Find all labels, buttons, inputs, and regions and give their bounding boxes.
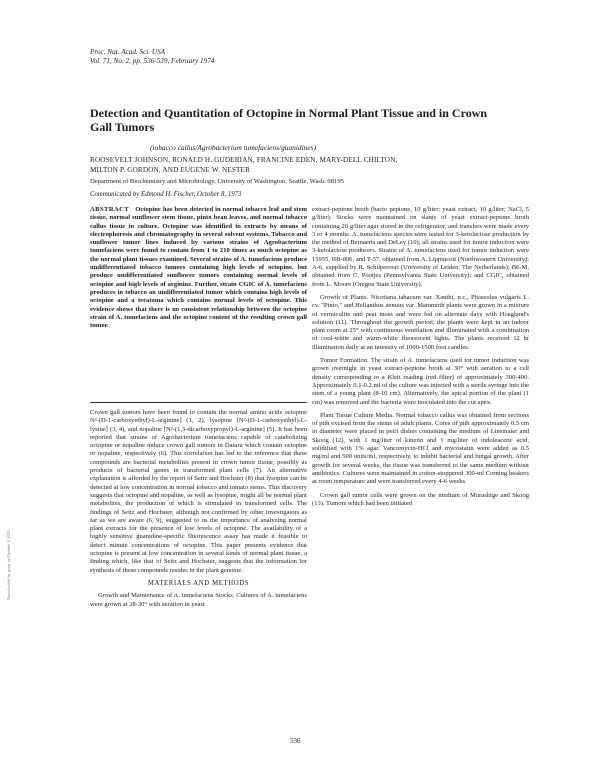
paper-title: Detection and Quantitation of Octopine in Normal Plant Tissue and in Crown Gall Tumors [90, 106, 488, 134]
abstract-label: ABSTRACT [90, 206, 130, 213]
page-number: 536 [290, 737, 301, 745]
left-column [90, 409, 307, 614]
right-column [312, 206, 529, 513]
plant-growth-paragraph: Growth of Plants. Nicotiana tabacum var. Xanthi, n.c., Phaseolus vulgaris L. cv. "Pinto," and Helianthus annuus var. Mammoth plants were grown in a mixture of vermiculite and peat moss and were fed on alternate days with Hoagland's solution (11). Throughout the growth period, the plants were kept in an indoor plant room at 25° with continuous ventilation and illuminated with a combination of cool-white and warm-white fluorescent lights. The plants received 12 hr illumination daily at an intensity of 1000-1500 foot candles. [312, 293, 529, 351]
intro-paragraph: Crown gall tumors have been found to contain the normal amino acids octopine N²-(D-1-carboxyethyl)-L-arginine] (1, 2), lysopine [N²-(D-1-carboxyethyl)-L-lysine] (3, 4), and nopaline [N²-(1,3-dicarboxypropyl)-L-arginine] (5). It has been reported that strains of Agrobacterium tumefaciens capable of catabolizing octopine or nopaline induce crown gall tumors in Datura which contain octopine or nopaline, respectively (6). This correlation has led to the inference that these compounds are bacterial metabolites present in crown tumor tissue, possibly as products of bacterial genes in transformed plant cells (7). An alternative explanation is afforded by the report of Seitz and Hochster (8) that lysopine can be detected at low concentration in normal tobacco and tomato stems. This discovery suggests that octopine and nopaline, as well as lysopine, might all be normal plant metabolites, the production of which is stimulated in transformed cells. The findings of Seitz and Hochster, although not confirmed by other investigators as far as we are aware (6, 9), suggested to us the importance of analyzing normal plant extracts for the presence of low levels of octopine. The availability of a highly sensitive guanidine-specific fluorescence assay has made it feasible to detect minute concentrations of octopine. This paper presents evidence that octopine is present at low concentration in several kinds of normal plant tissue, a finding which, like that of Seitz and Hochster, suggests that the information for synthesis of these compounds resides in the plant genome. [90, 409, 307, 574]
communicated-by: Communicated by Edmond H. Fischer, October 8, 1973 [90, 191, 242, 198]
affiliation: Department of Biochemistry and Microbiology, University of Washington, Seattle, Wash. 98195 [90, 178, 344, 185]
abstract [90, 206, 307, 330]
download-note: Downloaded by guest on October 1, 2021 [6, 530, 11, 600]
methods-paragraph: Growth and Maintenance of A. tumefaciens Stocks. Cultures of A. tumefaciens were grown at 28-30° with aeration in yeast [90, 592, 307, 608]
authors-line-2: MILTON P. GORDON, AND EUGENE W. NESTER [90, 165, 251, 174]
abstract-text: Octopine has been detected in normal tobacco leaf and stem tissue, normal sunflower stem tissue, pinto bean leaves, and normal tobacco callus tissue in culture. Octopine was identified in extracts by means of electrophoresis and chromatography in several solvent systems. Tobacco and sunflower tumor lines induced by various strains of Agrobacterium tumefaciens were found to contain from 1 to 210 times as much octopine as the normal plant tissues examined. Several strains of A. tumefaciens produce undifferentiated tobacco tumors containing high levels of octopine, but produce undifferentiated sunflower tumors containing normal levels of octopine and high levels of arginine. Further, strain CGIC of A. tumefaciens produces in tobacco an undifferentiated tumor which contains high levels of octopine and a teratoma which contains normal levels of octopine. This evidence shows that there is no consistent relationship between the octopine strain of A. tumefaciens and the octopine content of the resulting crown gall tumor. [90, 206, 307, 330]
keywords-subtitle: (tobacco callus/Agrobacterium tumefaciens/guanidines) [150, 143, 316, 152]
journal-volume: Vol. 71, No. 2, pp. 536-539, February 1974 [90, 56, 215, 65]
culture-media-paragraph: Plant Tissue Culture Media. Normal tobacco callus was obtained from sections of pith excised from the stems of adult plants. Cores of pith approximately 0.5 cm in diameter were placed in petri dishes containing the medium of Linsmaier and Skoog (12), with 1 mg/liter of kinetin and 1 mg/liter of indoleacetic acid, solidified with 1% agar. Vancomycin-HCl and mycostatin were added as 0.5 mg/ml and 500 units/ml, respectively, to inhibit bacterial and fungal growth. After growth for several weeks, the tissue was transferred to the same medium without antibiotics. Cultures were maintained in cotton-stoppered 300-ml Corning beakers at room temperature and were transferred every 4-6 weeks. [312, 411, 529, 486]
methods-heading: MATERIALS AND METHODS [147, 579, 250, 587]
tumor-formation-paragraph: Tumor Formation. The strain of A. tumefaciens used for tumor induction was grown overnight in yeast extract-peptone broth at 30° with aeration to a cell density corresponding to a Klett reading (red filter) of approximately 300-400. Approximately 0.1-0.2 ml of the culture was injected with a sterile syringe into the stem of a young plant (8-10 cm). Alternatively, the apical portion of the plant (1 cm) was removed and the bacteria were inoculated into the cut apex. [312, 357, 529, 406]
journal-name: Proc. Nat. Acad. Sci. USA [90, 48, 166, 56]
journal-citation [90, 48, 214, 65]
authors-line-1: ROOSEVELT JOHNSON, RONALD H. GUDERIAN, FRANCINE EDEN, MARY-DELL CHILTON, [90, 156, 398, 164]
tumor-cells-paragraph: Crown gall tumor cells were grown on the medium of Murashige and Skoog (13). Tumors which had been initiated [312, 491, 529, 507]
author-list [90, 156, 510, 175]
stocks-paragraph: extract-peptone broth (bacto peptone, 10 g/liter; yeast extract, 10 g/liter; NaCl, 5 g/liter). Stocks were maintained on slants of yeast extract-peptone broth containing 20 g/liter agar stored in the refrigerator, and transfers were made every 3 or 4 months. A. tumefaciens species were tested for 3-ketolactose production by the method of Bernaerts and DeLey (10); all strains used for tumor induction were 3-ketolactose producers. Strains of A. tumefaciens used for tumor induction were 15955, IIB-806, and T-37, obtained from A. Lippincott (Northwestern University); A-6, supplied by R. Schilperoort (University of Leiden, The Netherlands); B6-M, obtained from C. Pootjes (Pennsylvania State University); and CGIC, obtained from L. Moore (Oregon State University). [312, 206, 529, 288]
abstract-divider [90, 402, 307, 403]
